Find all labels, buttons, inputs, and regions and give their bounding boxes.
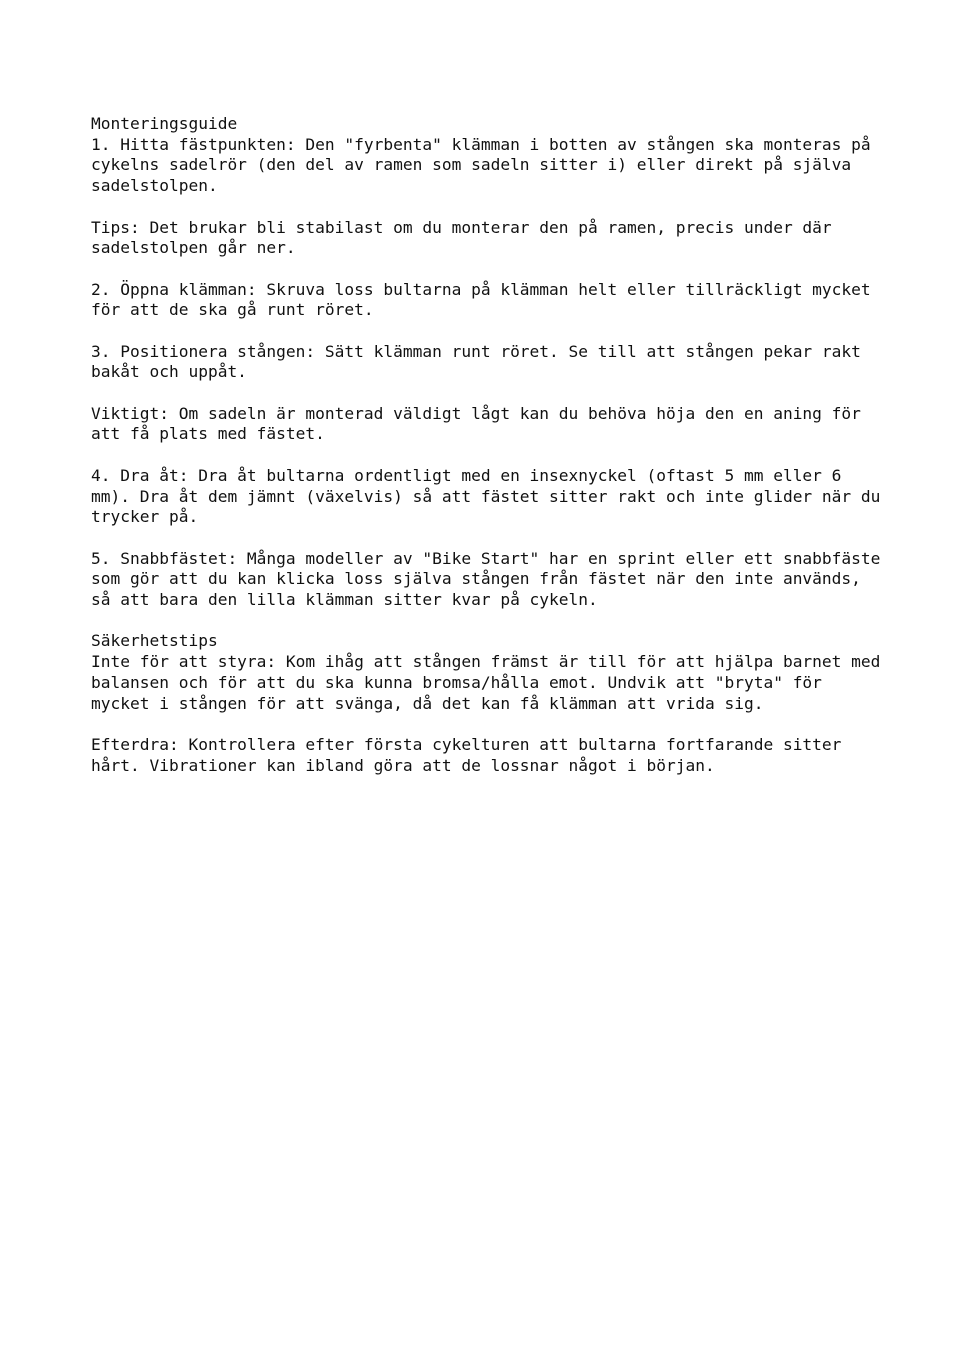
important-paragraph: Viktigt: Om sadeln är monterad väldigt lågt kan du behöva höja den en aning för att få plats med fästet. [91,403,871,444]
step-1-paragraph: 1. Hitta fästpunkten: Den "fyrbenta" klämman i botten av stången ska monteras på cykelns sadelrör (den del av ramen som sadeln sitter i) eller direkt på själva sadelstolpen. [91,134,881,196]
safety-heading: Säkerhetstips [91,631,218,651]
paragraph-gap [91,445,881,466]
paragraph-gap [91,611,881,632]
paragraph-gap [91,714,881,735]
safety-tip-1-paragraph: Inte för att styra: Kom ihåg att stången främst är till för att hjälpa barnet med balansen och för att du ska kunna bromsa/hålla emot. Undvik att "bryta" för mycket i stången för att svänga, då det kan få klämman att vrida sig. [91,652,891,713]
safety-tip-2-paragraph: Efterdra: Kontrollera efter första cykelturen att bultarna fortfarande sitter hårt. Vibrationer kan ibland göra att de lossnar något i början. [91,734,852,775]
document-page [91,114,891,776]
paragraph-gap [91,321,881,342]
document-title: Monteringsguide [91,114,238,133]
tip-paragraph: Tips: Det brukar bli stabilast om du monterar den på ramen, precis under där sadelstolpen går ner. [91,217,842,258]
step-4-paragraph: 4. Dra åt: Dra åt bultarna ordentligt med en insexnyckel (oftast 5 mm eller 6 mm). Dra åt dem jämnt (växelvis) så att fästet sitter rakt och inte glider när du trycker på. [91,465,891,527]
paragraph-gap [91,197,881,218]
paragraph-gap [91,528,881,549]
paragraph-gap [91,259,881,280]
paragraph-gap [91,383,881,404]
step-3-paragraph: 3. Positionera stången: Sätt klämman runt röret. Se till att stången pekar rakt bakåt och uppåt. [91,341,871,382]
step-2-paragraph: 2. Öppna klämman: Skruva loss bultarna på klämman helt eller tillräckligt mycket för att de ska gå runt röret. [91,279,881,320]
step-5-paragraph: 5. Snabbfästet: Många modeller av "Bike Start" har en sprint eller ett snabbfäste som gör att du kan klicka loss själva stången från fästet när den inte används, så att bara den lilla klämman sitter kvar på cykeln. [91,548,891,610]
